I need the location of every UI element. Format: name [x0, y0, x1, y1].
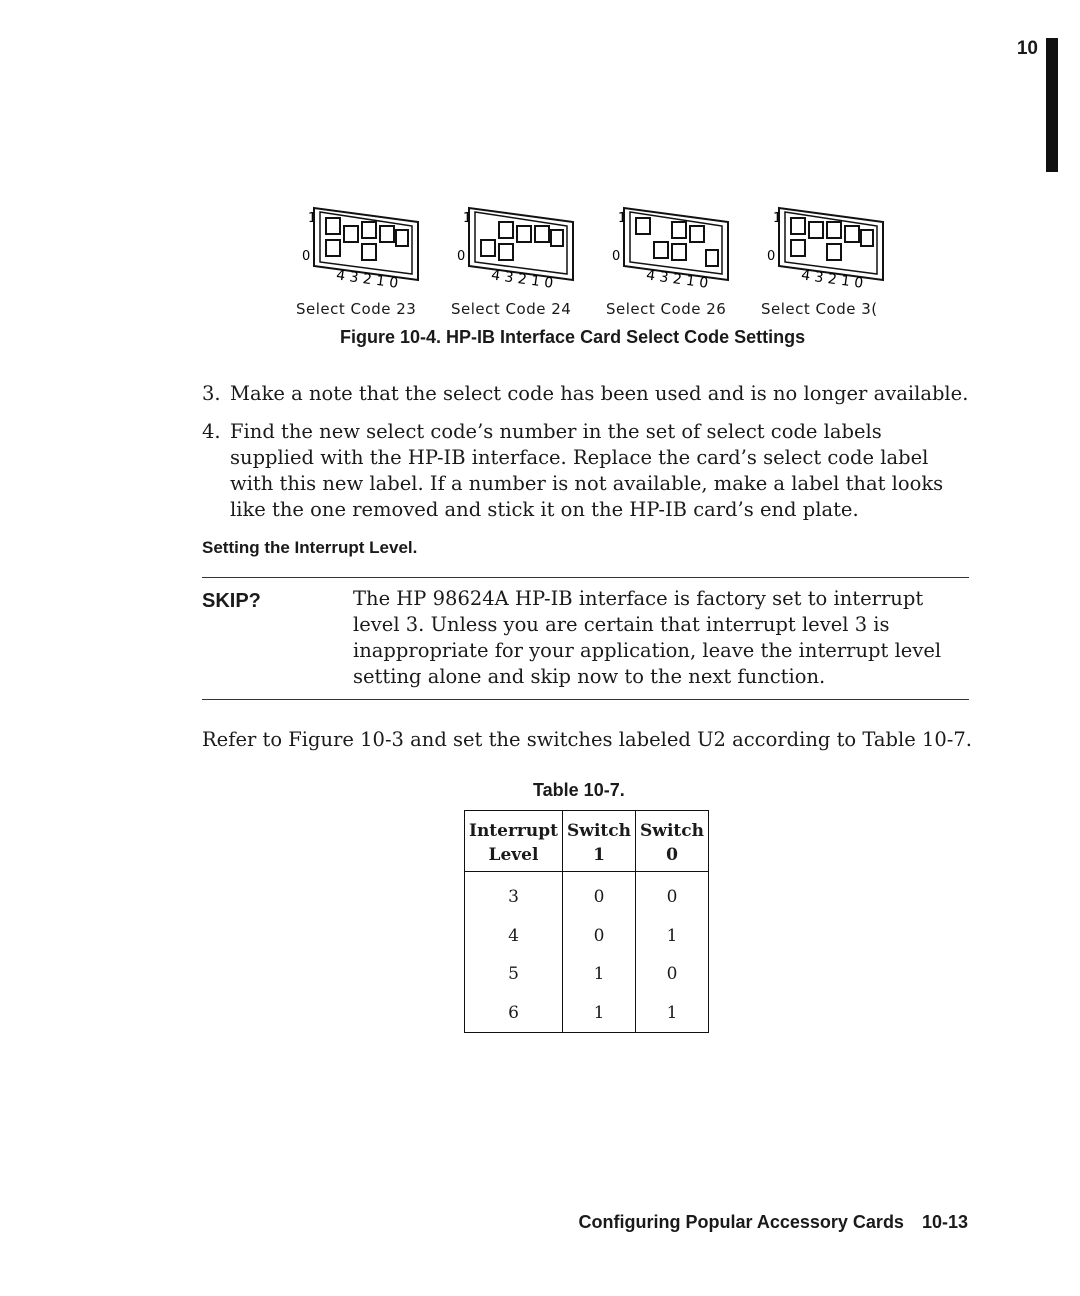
step-text: Make a note that the select code has been used and is no longer available.	[230, 382, 969, 405]
dip-switch-select-code-23	[300, 200, 430, 295]
step-3	[202, 381, 969, 407]
skip-bottom-rule	[202, 699, 969, 700]
switch-caption: Select Code 23	[296, 300, 417, 318]
table-header-row	[465, 811, 709, 872]
step-number: 3.	[202, 382, 221, 405]
table-title: Table 10-7.	[533, 780, 625, 800]
chapter-tab	[1017, 38, 1058, 172]
figure-title: Figure 10-4. HP-IB Interface Card Select Code Settings	[340, 327, 806, 347]
skip-text: The HP 98624A HP-IB interface is factory set to interrupt level 3. Unless you are certain that interrupt level 3 is inappropriate for your application, leave the interrupt level setting alone and skip now to the next function.	[353, 587, 942, 688]
cell-switch-0: 1	[636, 994, 709, 1033]
switch-off-label: 0	[457, 249, 466, 264]
cell-switch-1: 0	[563, 917, 636, 956]
dip-switch-select-code-30	[765, 200, 895, 295]
interrupt-level-table	[464, 810, 709, 1033]
cell-level: 5	[465, 955, 563, 994]
page-footer	[579, 1212, 968, 1233]
switch-on-label: 1	[618, 211, 627, 226]
table-row	[465, 917, 709, 956]
switch-off-label: 0	[612, 249, 621, 264]
switch-caption: Select Code 3(	[761, 300, 878, 318]
cell-switch-0: 1	[636, 917, 709, 956]
switch-on-label: 1	[308, 211, 317, 226]
cell-switch-0: 0	[636, 955, 709, 994]
header-switch-1: Switch 1	[563, 811, 636, 872]
switch-caption: Select Code 26	[606, 300, 727, 318]
dip-switch-select-code-26	[610, 200, 740, 295]
header-interrupt-level: Interrupt Level	[465, 811, 563, 872]
table-row	[465, 872, 709, 917]
cell-switch-1: 1	[563, 994, 636, 1033]
cell-level: 3	[465, 872, 563, 917]
switch-on-label: 1	[773, 211, 782, 226]
table-row	[465, 955, 709, 994]
cell-switch-1: 1	[563, 955, 636, 994]
skip-top-rule	[202, 577, 969, 578]
switch-off-label: 0	[767, 249, 776, 264]
switch-position-labels: 4 3 2 1 0	[645, 267, 710, 292]
chapter-number: 10	[1016, 38, 1038, 59]
switch-captions	[296, 300, 916, 318]
table-row	[465, 994, 709, 1033]
switch-position-labels: 4 3 2 1 0	[490, 267, 555, 292]
switch-caption: Select Code 24	[451, 300, 572, 318]
step-text: Find the new select code’s number in the set of select code labels supplied with the HP-IB interface. Replace the card’s select code label with this new label. If a number is not available, make a label that looks like the one removed and stick it on the HP-IB card’s end plate.	[230, 420, 944, 521]
switch-position-labels: 4 3 2 1 0	[800, 267, 865, 292]
cell-switch-0: 0	[636, 872, 709, 917]
switch-on-label: 1	[463, 211, 472, 226]
step-4	[202, 419, 944, 521]
chapter-marker-bar	[1046, 38, 1058, 172]
refer-paragraph: Refer to Figure 10-3 and set the switches labeled U2 according to Table 10-7.	[202, 728, 972, 751]
section-heading: Setting the Interrupt Level.	[202, 538, 418, 557]
footer-title: Configuring Popular Accessory Cards	[578, 1212, 904, 1232]
cell-switch-1: 0	[563, 872, 636, 917]
cell-level: 6	[465, 994, 563, 1033]
dip-switch-figure	[296, 200, 916, 330]
header-switch-0: Switch 0	[636, 811, 709, 872]
page-number: 10-13	[921, 1212, 968, 1232]
skip-label: SKIP?	[202, 590, 261, 612]
dip-switch-select-code-24	[455, 200, 585, 295]
switch-off-label: 0	[302, 249, 311, 264]
cell-level: 4	[465, 917, 563, 956]
switch-position-labels: 4 3 2 1 0	[335, 267, 400, 292]
step-number: 4.	[202, 420, 221, 443]
